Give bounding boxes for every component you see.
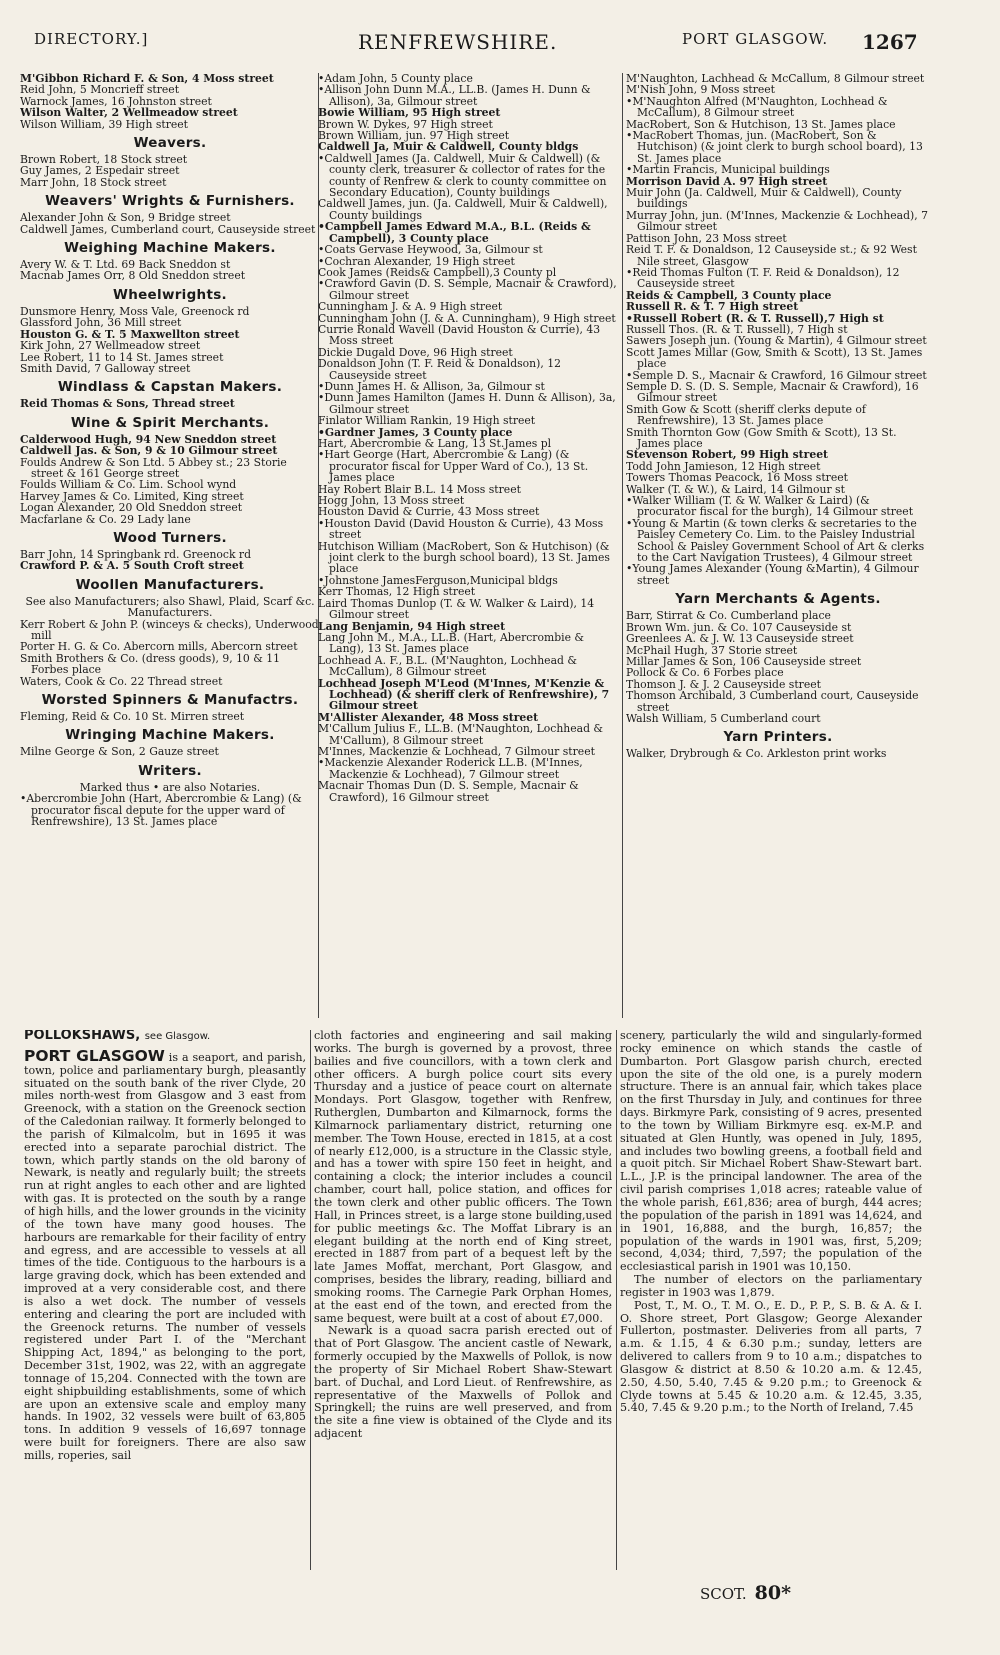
directory-entry: Houston David & Currie, 43 Moss street bbox=[318, 505, 540, 519]
directory-entry: M'Nish John, 9 Moss street bbox=[626, 83, 775, 97]
footer-signature: 80* bbox=[754, 1582, 792, 1604]
directory-entry: Waters, Cook & Co. 22 Thread street bbox=[20, 674, 223, 688]
directory-entry: •Coats Gervase Heywood, 3a, Gilmour st bbox=[318, 243, 543, 257]
directory-entry: MacRobert, Son & Hutchison, 13 St. James place bbox=[626, 117, 896, 131]
directory-entry: Donaldson John (T. F. Reid & Donaldson), 12 Causeyside street bbox=[318, 357, 561, 382]
directory-entry: Greenlees A. & J. W. 13 Causeyside street bbox=[626, 632, 854, 646]
narrative-paragraph: Post, T., M. O., T. M. O., E. D., P. P., S. B. & A. & I. O. Shore street, Port Glasgow; George Alexander Fullerton, postmaster. Deliveries from all parts, 7 a.m. & 1.15, 4 & 6.30 p.m.; sunday, letters are delivered to callers from 9 to 10 a.m.; dispatches to Glasgow & district at 8.50 & 10.20 a.m. & 12.45, 2.50, 4.50, 5.40, 7.45 & 9.20 p.m.; to Greenock & Clyde towns at 5.45 & 10.20 a.m. & 12.45, 3.35, 5.40, 7.45 & 9.20 p.m.; to the North of Ireland, 7.45 bbox=[620, 1298, 922, 1415]
column-divider bbox=[622, 73, 623, 1018]
directory-entry: Caldwell Ja, Muir & Caldwell, County bldgs bbox=[318, 140, 579, 154]
directory-entry: •Martin Francis, Municipal buildings bbox=[626, 163, 830, 177]
directory-entry: Smith Brothers & Co. (dress goods), 9, 10 & 11 Forbes place bbox=[20, 651, 281, 677]
directory-entry: Brown Wm. jun. & Co. 107 Causeyside st bbox=[626, 620, 852, 634]
section-heading: Wood Turners. bbox=[113, 529, 227, 546]
directory-entry: •Russell Robert (R. & T. Russell),7 High st bbox=[626, 311, 884, 325]
directory-entry: Foulds Andrew & Son Ltd. 5 Abbey st.; 23 Storie street & 161 George street bbox=[20, 455, 287, 480]
directory-entry: •MacRobert Thomas, jun. (MacRobert, Son & Hutchison) (& joint clerk to burgh school board), 13 St. James place bbox=[626, 129, 923, 165]
directory-entry: McPhail Hugh, 37 Storie street bbox=[626, 643, 798, 657]
directory-entry: Muir John (Ja. Caldwell, Muir & Caldwell), County buildings bbox=[626, 186, 902, 211]
directory-entry: •Dunn James Hamilton (James H. Dunn & Allison), 3a, Gilmour street bbox=[318, 391, 616, 416]
directory-entry: Todd John Jamieson, 12 High street bbox=[626, 459, 821, 473]
directory-entry: Lochhead A. F., B.L. (M'Naughton, Lochhead & McCallum), 8 Gilmour street bbox=[318, 653, 577, 679]
directory-entry: Guy James, 2 Espedair street bbox=[20, 164, 180, 178]
directory-entry: M'Innes, Mackenzie & Lochhead, 7 Gilmour street bbox=[318, 744, 595, 758]
directory-entry: •Gardner James, 3 County place bbox=[318, 425, 513, 439]
section-heading: Yarn Merchants & Agents. bbox=[675, 591, 881, 608]
directory-entry: Barr, Stirrat & Co. Cumberland place bbox=[626, 609, 831, 623]
directory-entry: Hart, Abercrombie & Lang, 13 St.James pl bbox=[318, 437, 552, 450]
directory-entry: Smith David, 7 Galloway street bbox=[20, 361, 191, 375]
directory-entry: Reid T. F. & Donaldson, 12 Causeyside st.; & 92 West Nile street, Glasgow bbox=[626, 243, 917, 268]
directory-entry: Fleming, Reid & Co. 10 St. Mirren street bbox=[20, 710, 245, 724]
directory-entry: Marr John, 18 Stock street bbox=[20, 175, 167, 189]
narrative-column-2 bbox=[314, 1030, 612, 1570]
directory-entry: Harvey James & Co. Limited, King street bbox=[20, 489, 244, 503]
directory-entry: M'Allister Alexander, 48 Moss street bbox=[318, 710, 539, 724]
directory-entry: Cook James (Reids& Campbell),3 County pl bbox=[318, 265, 557, 279]
section-heading: Wringing Machine Makers. bbox=[65, 727, 275, 744]
directory-entry: Kerr Robert & John P. (winceys & checks), Underwood mill bbox=[20, 617, 319, 642]
narrative-column-1 bbox=[24, 1030, 306, 1570]
directory-entry: Foulds William & Co. Lim. School wynd bbox=[20, 478, 237, 492]
section-heading: Woollen Manufacturers. bbox=[75, 576, 265, 593]
column-divider bbox=[310, 1030, 311, 1570]
directory-entry: •Adam John, 5 County place bbox=[318, 73, 473, 85]
directory-entry: •M'Naughton Alfred (M'Naughton, Lochhead & McCallum), 8 Gilmour street bbox=[626, 94, 888, 120]
directory-entry: •Crawford Gavin (D. S. Semple, Macnair & Crawford), Gilmour street bbox=[318, 277, 617, 302]
directory-entry: Glassford John, 36 Mill street bbox=[20, 316, 182, 330]
directory-entry: •Abercrombie John (Hart, Abercrombie & Lang) (& procurator fiscal depute for the upper ward of Renfrewshire), 13 St. James place bbox=[20, 792, 302, 829]
directory-entry: Finlator William Rankin, 19 High street bbox=[318, 414, 536, 428]
directory-entry: Hogg John, 13 Moss street bbox=[318, 494, 465, 508]
directory-entry: M'Naughton, Lachhead & McCallum, 8 Gilmour street bbox=[626, 73, 925, 85]
header-right: PORT GLASGOW. bbox=[682, 30, 829, 48]
directory-entry: Morrison David A. 97 High street bbox=[626, 174, 828, 188]
section-heading: Windlass & Capstan Makers. bbox=[57, 379, 283, 396]
narrative-column-3 bbox=[620, 1030, 922, 1570]
narrative-paragraph: Newark is a quoad sacra parish erected out of that of Port Glasgow. The ancient castle of Newark, formerly occupied by the Maxwells of Pollok, is now the property of Sir Michael Robert Shaw-Stewart bart. of Duchal, and Lord Lieut. of Renfrewshire, as representative of the Maxwells of Pollok and Springkell; the ruins are well preserved, and from the site a fine view is obtained of the Clyde and its adjacent bbox=[314, 1324, 612, 1441]
directory-entry: •Allison John Dunn M.A., LL.B. (James H. Dunn & Allison), 3a, Gilmour street bbox=[318, 83, 591, 108]
directory-entry: Wilson William, 39 High street bbox=[20, 117, 188, 131]
directory-entry: Murray John, jun. (M'Innes, Mackenzie & Lochhead), 7 Gilmour street bbox=[626, 208, 928, 234]
directory-entry: Pattison John, 23 Moss street bbox=[626, 231, 787, 245]
directory-entry: Kirk John, 27 Wellmeadow street bbox=[20, 339, 201, 353]
directory-entry: Dickie Dugald Dove, 96 High street bbox=[318, 345, 513, 359]
directory-entry: Pollock & Co. 6 Forbes place bbox=[626, 666, 784, 680]
directory-column-1 bbox=[20, 73, 320, 1018]
directory-entry: Lang John M., M.A., LL.B. (Hart, Abercrombie & Lang), 13 St. James place bbox=[318, 630, 585, 656]
port-glasgow-heading: PORT GLASGOW bbox=[24, 1046, 165, 1065]
directory-entry: Russell R. & T. 7 High street bbox=[626, 300, 799, 314]
directory-entry: Cunningham J. & A. 9 High street bbox=[318, 300, 503, 314]
directory-entry: Semple D. S. (D. S. Semple, Macnair & Crawford), 16 Gilmour street bbox=[626, 379, 919, 405]
section-heading: Weavers' Wrights & Furnishers. bbox=[45, 193, 295, 210]
directory-entry: Lee Robert, 11 to 14 St. James street bbox=[20, 350, 224, 364]
directory-entry: Macnair Thomas Dun (D. S. Semple, Macnair & Crawford), 16 Gilmour street bbox=[318, 779, 579, 804]
directory-entry: Walsh William, 5 Cumberland court bbox=[626, 711, 821, 725]
directory-entry: •Houston David (David Houston & Currie), 43 Moss street bbox=[318, 516, 604, 542]
header-title: RENFREWSHIRE. bbox=[358, 30, 558, 54]
directory-entry: Reids & Campbell, 3 County place bbox=[626, 288, 832, 302]
directory-entry: Macnab James Orr, 8 Old Sneddon street bbox=[20, 269, 246, 283]
directory-entry: Porter H. G. & Co. Abercorn mills, Abercorn street bbox=[20, 640, 298, 654]
directory-entry: Reid Thomas & Sons, Thread street bbox=[20, 397, 235, 411]
section-heading: Weavers. bbox=[133, 135, 207, 152]
port-glasgow-intro: PORT GLASGOW is a seaport, and parish, town, police and parliamentary burgh, pleasantly situated on the south bank of the river Clyde, 20 miles north-west from Glasgow and 3 east from Greenock, with a station on the Greenock section of the Caledonian railway. It formerly belonged to the parish of Kilmalcolm, but in 1695 it was erected into a separate parochial district. The town, which partly stands on the old barony of Newark, is neatly and regularly built; the streets run at right angles to each other and are lighted with gas. It is protected on the south by a range of high hills, and the lower grounds in the vicinity of the town have many good houses. The harbours are remarkable for their facility of entry and egress, and are accessible to vessels at all times of the tide. Contiguous to the harbours is a large graving dock, which has been extended and improved at a very considerable cost, and there is also a wet dock. The number of vessels entering and clearing the port are included with the Greenock returns. The number of vessels registered under Part I. of the "Merchant Shipping Act, 1894," as belonging to the port, December 31st, 1902, was 22, with an aggregate tonnage of 15,204. Connected with the town are eight shipbuilding establishments, some of which are upon an extensive scale and employ many hands. In 1902, 32 vessels were built of 63,805 tons. In addition 9 vessels of 16,697 tonnage were built for foreigners. There are also saw mills, roperies, sail bbox=[24, 1046, 306, 1462]
directory-entry: Caldwell James, jun. (Ja. Caldwell, Muir & Caldwell), County buildings bbox=[318, 197, 608, 222]
directory-entry: Thomson Archibald, 3 Cumberland court, Causeyside street bbox=[626, 689, 919, 714]
directory-entry: Cunningham John (J. & A. Cunningham), 9 High street bbox=[318, 311, 616, 325]
page-header bbox=[34, 30, 918, 60]
directory-column-3 bbox=[626, 73, 930, 1018]
directory-entry: Caldwell James, Cumberland court, Causeyside street bbox=[20, 222, 316, 236]
directory-entry: •Johnstone JamesFerguson,Municipal bldgs bbox=[318, 573, 558, 587]
directory-entry: Hay Robert Blair B.L. 14 Moss street bbox=[318, 482, 521, 496]
pollokshaws-heading: POLLOKSHAWS, see Glasgow. bbox=[24, 1030, 211, 1043]
directory-entry: •Dunn James H. & Allison, 3a, Gilmour st bbox=[318, 379, 545, 393]
directory-entry: Alexander John & Son, 9 Bridge street bbox=[20, 211, 231, 225]
directory-entry: Brown William, jun. 97 High street bbox=[318, 129, 510, 143]
section-heading: Writers. bbox=[138, 762, 202, 779]
directory-entry: Warnock James, 16 Johnston street bbox=[20, 94, 212, 108]
directory-entry: Smith Gow & Scott (sheriff clerks depute of Renfrewshire), 13 St. James place bbox=[626, 402, 866, 428]
section-heading: Weighing Machine Makers. bbox=[64, 240, 276, 257]
directory-entry: Wilson Walter, 2 Wellmeadow street bbox=[20, 106, 238, 120]
directory-entry: Scott James Millar (Gow, Smith & Scott), 13 St. James place bbox=[626, 345, 923, 371]
column-divider bbox=[616, 1030, 617, 1570]
directory-entry: Logan Alexander, 20 Old Sneddon street bbox=[20, 501, 243, 515]
directory-entry: Laird Thomas Dunlop (T. & W. Walker & Laird), 14 Gilmour street bbox=[318, 596, 595, 622]
directory-entry: Caldwell Jas. & Son, 9 & 10 Gilmour street bbox=[20, 444, 278, 458]
directory-entry: Smith Thornton Gow (Gow Smith & Scott), 13 St. James place bbox=[626, 425, 897, 450]
directory-entry: M'Gibbon Richard F. & Son, 4 Moss street bbox=[20, 73, 274, 85]
directory-entry: Towers Thomas Peacock, 16 Moss street bbox=[626, 471, 848, 485]
directory-entry: Millar James & Son, 106 Causeyside street bbox=[626, 654, 862, 668]
section-note: Marked thus • are also Notaries. bbox=[79, 780, 261, 794]
directory-entry: Brown Robert, 18 Stock street bbox=[20, 153, 188, 167]
header-left: DIRECTORY.] bbox=[34, 30, 149, 48]
directory-entry: Dunsmore Henry, Moss Vale, Greenock rd bbox=[20, 304, 250, 318]
directory-entry: Barr John, 14 Springbank rd. Greenock rd bbox=[20, 547, 252, 561]
page-footer bbox=[700, 1582, 791, 1604]
directory-entry: •Reid Thomas Fulton (T. F. Reid & Donaldson), 12 Causeyside street bbox=[626, 265, 900, 291]
directory-entry: Walker (T. & W.), & Laird, 14 Gilmour st bbox=[626, 482, 845, 496]
directory-entry: Avery W. & T. Ltd. 69 Back Sneddon st bbox=[20, 258, 231, 272]
section-heading: Wheelwrights. bbox=[113, 286, 227, 303]
footer-text: SCOT. bbox=[700, 1585, 747, 1603]
narrative-paragraph: cloth factories and engineering and sail making works. The burgh is governed by a provost, three bailies and five councillors, with a town clerk and other officers. A burgh police court sits every Thursday and a justice of peace court on alternate Mondays. Port Glasgow, together with Renfrew, Rutherglen, Dumbarton and Kilmarnock, forms the Kilmarnock parliamentary district, returning one member. The Town House, erected in 1815, at a cost of nearly £12,000, is a structure in the Classic style, and has a tower with spire 150 feet in height, and containing a clock; the interior includes a council chamber, court hall, police station, and offices for the town clerk and other public officers. The Town Hall, in Princes street, is a large stone building,used for public meetings &c. The Moffat Library is an elegant building at the north end of King street, erected in 1887 from part of a bequest left by the late James Moffat, merchant, Port Glasgow, and comprises, besides the library, reading, billiard and smoking rooms. The Carnegie Park Orphan Homes, at the east end of the town, and erected from the same bequest, were built at a cost of about £7,000. bbox=[314, 1030, 612, 1325]
directory-entry: Lochhead Joseph M'Leod (M'Innes, M'Kenzie & Lochhead) (& sheriff clerk of Renfrewshire), 7 Gilmour street bbox=[318, 676, 610, 713]
narrative-paragraph: The number of electors on the parliamentary register in 1903 was 1,879. bbox=[620, 1273, 922, 1299]
directory-entry: Hutchison William (MacRobert, Son & Hutchison) (& joint clerk to the burgh school board), 13 St. James place bbox=[318, 539, 610, 576]
directory-entry: •Young James Alexander (Young &Martin), 4 Gilmour street bbox=[626, 562, 919, 587]
section-heading: Yarn Printers. bbox=[723, 729, 833, 746]
directory-entry: Bowie William, 95 High street bbox=[318, 106, 501, 120]
directory-entry: •Hart George (Hart, Abercrombie & Lang) (& procurator fiscal for Upper Ward of Co.), 13 St. James place bbox=[318, 448, 589, 485]
directory-entry: •Campbell James Edward M.A., B.L. (Reids & Campbell), 3 County place bbox=[318, 220, 591, 245]
directory-entry: Macfarlane & Co. 29 Lady lane bbox=[20, 512, 191, 526]
directory-entry: Sawers Joseph jun. (Young & Martin), 4 Gilmour street bbox=[626, 334, 927, 348]
directory-entry: •Caldwell James (Ja. Caldwell, Muir & Caldwell) (& county clerk, treasurer & collector of rates for the county of Renfrew & clerk to county committee on Secondary Education), County buildings bbox=[318, 151, 607, 200]
directory-entry: Crawford P. & A. 5 South Croft street bbox=[20, 559, 244, 573]
directory-entry: •Semple D. S., Macnair & Crawford, 16 Gilmour street bbox=[626, 368, 927, 382]
page-number: 1267 bbox=[862, 30, 918, 54]
directory-entry: •Mackenzie Alexander Roderick LL.B. (M'Innes, Mackenzie & Lochhead), 7 Gilmour street bbox=[318, 756, 583, 781]
narrative-paragraph: scenery, particularly the wild and singularly-formed rocky eminence on which stands the castle of Dumbarton. Port Glasgow parish church, erected upon the site of the old one, is a purely modern structure. There is an annual fair, which takes place on the first Thursday in July, and continues for three days. Birkmyre Park, consisting of 9 acres, presented to the town by William Birkmyre esq. ex-M.P. and situated at Glen Huntly, was opened in July, 1895, and includes two bowling greens, a football field and a quoit pitch. Sir Michael Robert Shaw-Stewart bart. L.L., J.P. is the principal landowner. The area of the civil parish comprises 1,018 acres; rateable value of the whole parish, £61,836; area of burgh, 444 acres; the population of the parish in 1891 was 14,624, and in 1901, 16,888, and the burgh, 16,857; the population of the wards in 1901 was, first, 5,209; second, 4,034; third, 7,597; the population of the ecclesiastical parish in 1901 was 10,150. bbox=[620, 1030, 922, 1274]
section-heading: Worsted Spinners & Manufactrs. bbox=[41, 692, 299, 709]
directory-entry: Stevenson Robert, 99 High street bbox=[626, 448, 829, 462]
directory-entry: •Walker William (T. & W. Walker & Laird) (& procurator fiscal for the burgh), 14 Gilmour street bbox=[626, 494, 914, 519]
directory-entry: Russell Thos. (R. & T. Russell), 7 High st bbox=[626, 322, 848, 336]
directory-entry: Currie Ronald Wavell (David Houston & Currie), 43 Moss street bbox=[318, 322, 601, 348]
section-heading: Wine & Spirit Merchants. bbox=[70, 414, 270, 431]
directory-entry: Lang Benjamin, 94 High street bbox=[318, 619, 506, 633]
directory-entry: Brown W. Dykes, 97 High street bbox=[318, 117, 493, 131]
directory-entry: Milne George & Son, 2 Gauze street bbox=[20, 745, 219, 759]
directory-entry: •Cochran Alexander, 19 High street bbox=[318, 254, 515, 268]
directory-entry: M'Callum Julius F., LL.B. (M'Naughton, Lochhead & M'Callum), 8 Gilmour street bbox=[318, 722, 604, 747]
directory-entry: Thomson J. & J. 2 Causeyside street bbox=[626, 677, 821, 691]
directory-entry: Houston G. & T. 5 Maxwellton street bbox=[20, 327, 240, 341]
directory-entry: Calderwood Hugh, 94 New Sneddon street bbox=[20, 432, 277, 446]
directory-entry: Reid John, 5 Moncrieff street bbox=[20, 83, 180, 97]
directory-column-2 bbox=[318, 73, 620, 1018]
directory-entry: Kerr Thomas, 12 High street bbox=[318, 585, 476, 599]
directory-entry: •Young & Martin (& town clerks & secretaries to the Paisley Cemetery Co. Lim. to the Paisley Industrial School & Paisley Government School of Art & clerks to the Cart Navigation Trustees), 4 Gilmour street bbox=[626, 516, 925, 565]
section-note: See also Manufacturers; also Shawl, Plaid, Scarf &c. Manufacturers. bbox=[25, 594, 315, 620]
directory-entry: Walker, Drybrough & Co. Arkleston print works bbox=[626, 747, 887, 761]
